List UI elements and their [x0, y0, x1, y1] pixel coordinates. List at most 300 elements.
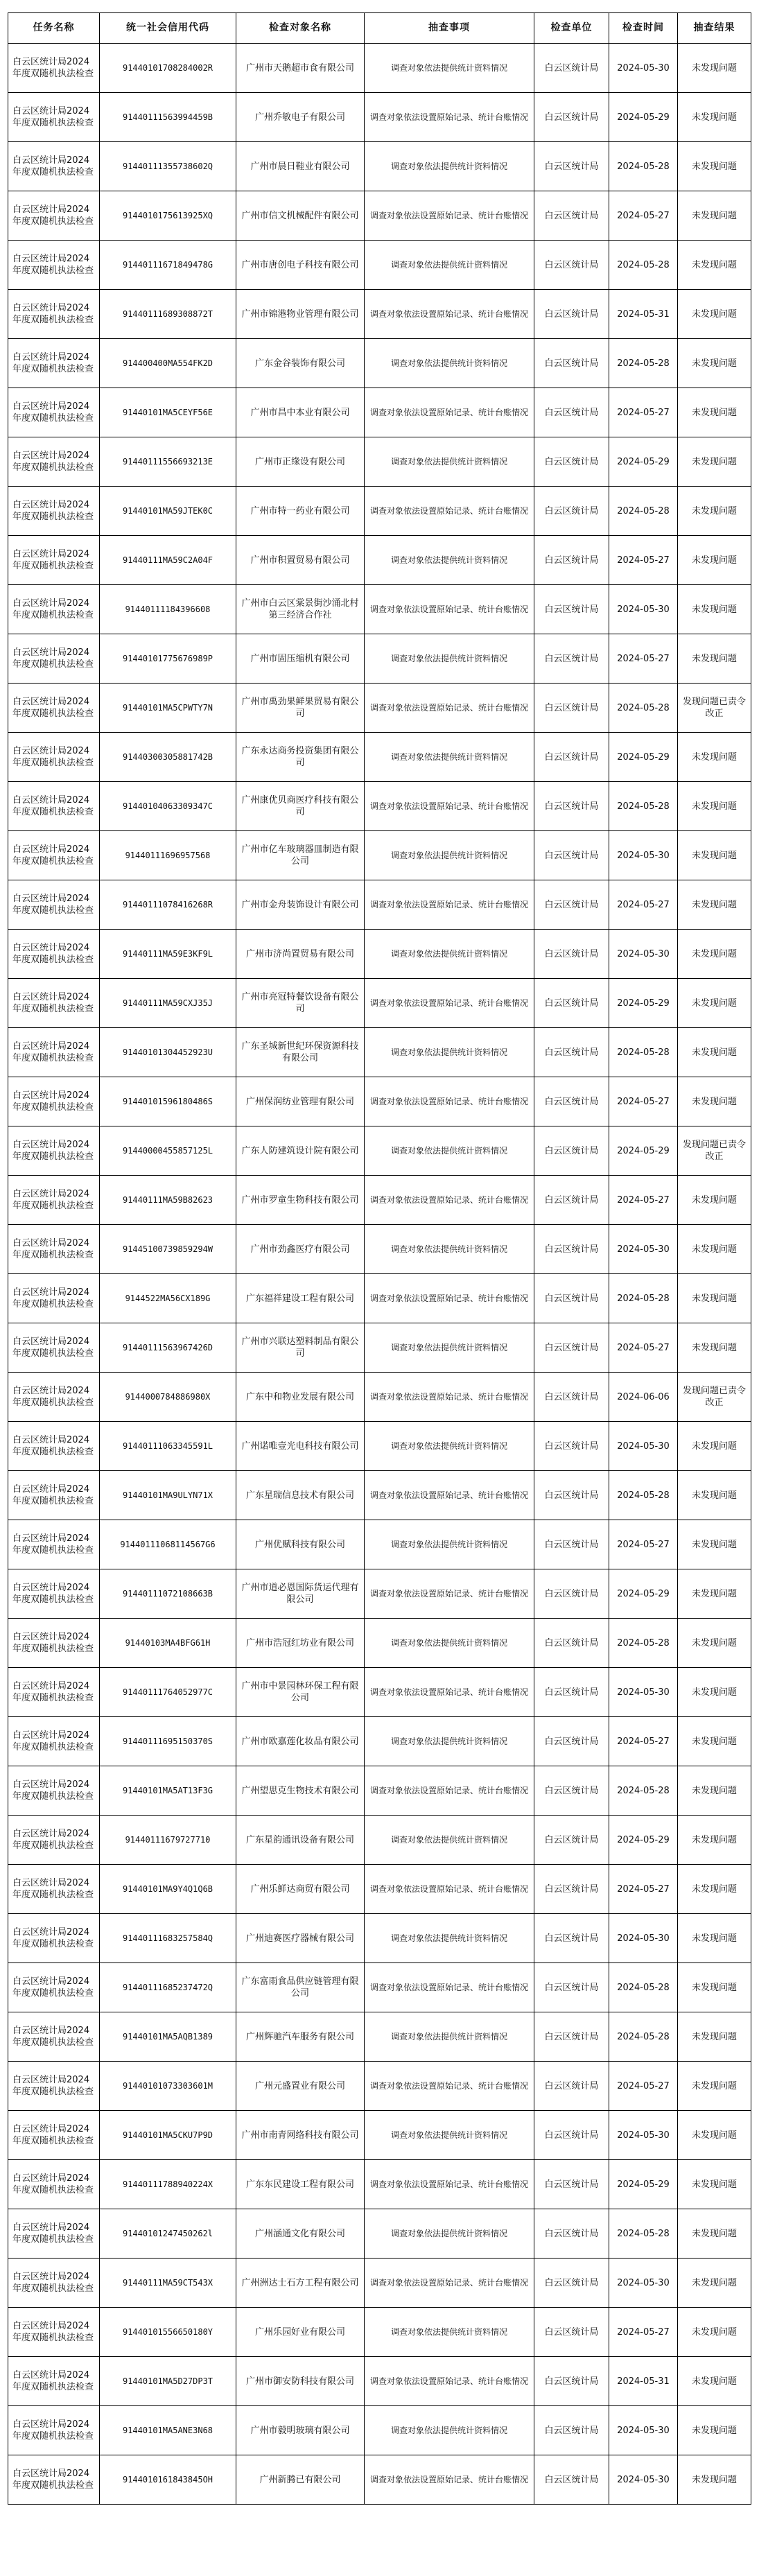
- object-name-cell: 广东金谷装饰有限公司: [236, 339, 365, 388]
- date-cell: 2024-05-27: [609, 2308, 678, 2357]
- date-cell: 2024-05-28: [609, 241, 678, 290]
- result-cell: 发现问题已责令改正: [678, 1126, 751, 1176]
- date-cell: 2024-05-27: [609, 388, 678, 437]
- table-row: [8, 1422, 751, 1471]
- table-row: [8, 782, 751, 831]
- result-cell: 未发现问题: [678, 585, 751, 634]
- result-cell: 未发现问题: [678, 241, 751, 290]
- date-cell: 2024-05-27: [609, 1520, 678, 1569]
- object-name-cell: 广州市金舟装饰设计有限公司: [236, 880, 365, 930]
- table-row: [8, 2406, 751, 2455]
- object-name-cell: 广州市欧嘉莲化妆品有限公司: [236, 1717, 365, 1766]
- matter-cell: 调查对象依法提供统计资料情况: [365, 44, 534, 93]
- object-name-cell: 广东永达商务投资集团有限公司: [236, 733, 365, 782]
- matter-cell: 调查对象依法提供统计资料情况: [365, 1520, 534, 1569]
- unit-cell: 白云区统计局: [534, 536, 609, 585]
- table-row: [8, 1126, 751, 1176]
- credit-code-cell: 91440101MA5D27DP3T: [100, 2357, 236, 2406]
- table-row: [8, 1471, 751, 1520]
- result-cell: 未发现问题: [678, 1717, 751, 1766]
- object-name-cell: 广东中和物业发展有限公司: [236, 1373, 365, 1422]
- date-cell: 2024-05-30: [609, 2259, 678, 2308]
- table-row: [8, 388, 751, 437]
- table-row: [8, 44, 751, 93]
- date-cell: 2024-05-30: [609, 1668, 678, 1717]
- date-cell: 2024-05-27: [609, 536, 678, 585]
- table-row: [8, 1323, 751, 1373]
- date-cell: 2024-05-30: [609, 1225, 678, 1274]
- object-name-cell: 广州市毅明玻璃有限公司: [236, 2406, 365, 2455]
- matter-cell: 调查对象依法设置原始记录、统计台账情况: [365, 1471, 534, 1520]
- unit-cell: 白云区统计局: [534, 1963, 609, 2012]
- object-name-cell: 广州市禹劲果鲜果贸易有限公司: [236, 684, 365, 733]
- matter-cell: 调查对象依法设置原始记录、统计台账情况: [365, 1766, 534, 1816]
- result-cell: 发现问题已责令改正: [678, 1373, 751, 1422]
- unit-cell: 白云区统计局: [534, 2455, 609, 2505]
- task-name-cell: 白云区统计局2024年度双随机执法检查: [8, 1028, 100, 1077]
- table-row: [8, 2308, 751, 2357]
- unit-cell: 白云区统计局: [534, 2160, 609, 2209]
- matter-cell: 调查对象依法提供统计资料情况: [365, 1717, 534, 1766]
- credit-code-cell: 91440111563994459B: [100, 93, 236, 142]
- table-row: [8, 2111, 751, 2160]
- task-name-cell: 白云区统计局2024年度双随机执法检查: [8, 1865, 100, 1914]
- unit-cell: 白云区统计局: [534, 2406, 609, 2455]
- object-name-cell: 广东人防建筑设计院有限公司: [236, 1126, 365, 1176]
- matter-cell: 调查对象依法提供统计资料情况: [365, 1816, 534, 1865]
- unit-cell: 白云区统计局: [534, 684, 609, 733]
- matter-cell: 调查对象依法提供统计资料情况: [365, 437, 534, 487]
- credit-code-cell: 91440000455857125L: [100, 1126, 236, 1176]
- object-name-cell: 广州元盛置业有限公司: [236, 2062, 365, 2111]
- object-name-cell: 广州涵通文化有限公司: [236, 2209, 365, 2259]
- task-name-cell: 白云区统计局2024年度双随机执法检查: [8, 930, 100, 979]
- object-name-cell: 广东福祥建设工程有限公司: [236, 1274, 365, 1323]
- credit-code-cell: 91440101596180486S: [100, 1077, 236, 1126]
- header-credit-code: 统一社会信用代码: [100, 13, 236, 44]
- table-row: [8, 1176, 751, 1225]
- task-name-cell: 白云区统计局2024年度双随机执法检查: [8, 536, 100, 585]
- credit-code-cell: 91440111556693213E: [100, 437, 236, 487]
- task-name-cell: 白云区统计局2024年度双随机执法检查: [8, 437, 100, 487]
- object-name-cell: 广州市积置贸易有限公司: [236, 536, 365, 585]
- table-row: [8, 290, 751, 339]
- task-name-cell: 白云区统计局2024年度双随机执法检查: [8, 733, 100, 782]
- date-cell: 2024-05-27: [609, 1717, 678, 1766]
- credit-code-cell: 91440101MA9ULYN71X: [100, 1471, 236, 1520]
- credit-code-cell: 91440111MA59E3KF9L: [100, 930, 236, 979]
- object-name-cell: 广东星瑞信息技术有限公司: [236, 1471, 365, 1520]
- header-date: 检查时间: [609, 13, 678, 44]
- matter-cell: 调查对象依法设置原始记录、统计台账情况: [365, 1963, 534, 2012]
- result-cell: 未发现问题: [678, 2259, 751, 2308]
- header-matter: 抽查事项: [365, 13, 534, 44]
- date-cell: 2024-05-28: [609, 339, 678, 388]
- credit-code-cell: 91440111683257584Q: [100, 1914, 236, 1963]
- table-row: [8, 437, 751, 487]
- object-name-cell: 广州市罗童生物科技有限公司: [236, 1176, 365, 1225]
- task-name-cell: 白云区统计局2024年度双随机执法检查: [8, 831, 100, 880]
- unit-cell: 白云区统计局: [534, 1176, 609, 1225]
- task-name-cell: 白云区统计局2024年度双随机执法检查: [8, 2406, 100, 2455]
- table-row: [8, 191, 751, 241]
- date-cell: 2024-06-06: [609, 1373, 678, 1422]
- date-cell: 2024-05-27: [609, 2062, 678, 2111]
- matter-cell: 调查对象依法设置原始记录、统计台账情况: [365, 585, 534, 634]
- date-cell: 2024-05-28: [609, 1619, 678, 1668]
- matter-cell: 调查对象依法设置原始记录、统计台账情况: [365, 93, 534, 142]
- date-cell: 2024-05-29: [609, 733, 678, 782]
- object-name-cell: 广州市晨日鞋业有限公司: [236, 142, 365, 191]
- result-cell: 未发现问题: [678, 1028, 751, 1077]
- date-cell: 2024-05-27: [609, 1077, 678, 1126]
- date-cell: 2024-05-29: [609, 437, 678, 487]
- task-name-cell: 白云区统计局2024年度双随机执法检查: [8, 585, 100, 634]
- credit-code-cell: 91440111764052977C: [100, 1668, 236, 1717]
- task-name-cell: 白云区统计局2024年度双随机执法检查: [8, 2160, 100, 2209]
- date-cell: 2024-05-31: [609, 2357, 678, 2406]
- result-cell: 未发现问题: [678, 2455, 751, 2505]
- table-row: [8, 1373, 751, 1422]
- date-cell: 2024-05-28: [609, 684, 678, 733]
- matter-cell: 调查对象依法提供统计资料情况: [365, 1323, 534, 1373]
- unit-cell: 白云区统计局: [534, 2111, 609, 2160]
- result-cell: 发现问题已责令改正: [678, 684, 751, 733]
- object-name-cell: 广州新腾已有限公司: [236, 2455, 365, 2505]
- result-cell: 未发现问题: [678, 1619, 751, 1668]
- unit-cell: 白云区统计局: [534, 634, 609, 684]
- result-cell: 未发现问题: [678, 831, 751, 880]
- credit-code-cell: 91440101MA5AT13F3G: [100, 1766, 236, 1816]
- object-name-cell: 广州保润纺业管理有限公司: [236, 1077, 365, 1126]
- matter-cell: 调查对象依法提供统计资料情况: [365, 1914, 534, 1963]
- result-cell: 未发现问题: [678, 2111, 751, 2160]
- credit-code-cell: 91440111MA59B82623: [100, 1176, 236, 1225]
- header-task-name: 任务名称: [8, 13, 100, 44]
- task-name-cell: 白云区统计局2024年度双随机执法检查: [8, 388, 100, 437]
- result-cell: 未发现问题: [678, 2160, 751, 2209]
- header-unit: 检查单位: [534, 13, 609, 44]
- credit-code-cell: 91440111072108663B: [100, 1569, 236, 1619]
- matter-cell: 调查对象依法设置原始记录、统计台账情况: [365, 1569, 534, 1619]
- result-cell: 未发现问题: [678, 437, 751, 487]
- credit-code-cell: 91440101MA5AQB1389: [100, 2012, 236, 2062]
- date-cell: 2024-05-28: [609, 1766, 678, 1816]
- credit-code-cell: 91440101MA5ANE3N68: [100, 2406, 236, 2455]
- unit-cell: 白云区统计局: [534, 2308, 609, 2357]
- unit-cell: 白云区统计局: [534, 1816, 609, 1865]
- credit-code-cell: 91440111MA59C2A04F: [100, 536, 236, 585]
- object-name-cell: 广东东民建设工程有限公司: [236, 2160, 365, 2209]
- table-row: [8, 1028, 751, 1077]
- unit-cell: 白云区统计局: [534, 733, 609, 782]
- credit-code-cell: 91440103MA4BFG61H: [100, 1619, 236, 1668]
- task-name-cell: 白云区统计局2024年度双随机执法检查: [8, 339, 100, 388]
- matter-cell: 调查对象依法提供统计资料情况: [365, 241, 534, 290]
- unit-cell: 白云区统计局: [534, 831, 609, 880]
- task-name-cell: 白云区统计局2024年度双随机执法检查: [8, 290, 100, 339]
- unit-cell: 白云区统计局: [534, 2259, 609, 2308]
- object-name-cell: 广州市锦港物业管理有限公司: [236, 290, 365, 339]
- object-name-cell: 广东星韵通讯设备有限公司: [236, 1816, 365, 1865]
- task-name-cell: 白云区统计局2024年度双随机执法检查: [8, 1323, 100, 1373]
- unit-cell: 白云区统计局: [534, 1274, 609, 1323]
- credit-code-cell: 91440101304452923U: [100, 1028, 236, 1077]
- matter-cell: 调查对象依法提供统计资料情况: [365, 142, 534, 191]
- table-row: [8, 487, 751, 536]
- matter-cell: 调查对象依法设置原始记录、统计台账情况: [365, 1077, 534, 1126]
- unit-cell: 白云区统计局: [534, 44, 609, 93]
- object-name-cell: 广州市白云区棠景街沙涌北村第三经济合作社: [236, 585, 365, 634]
- result-cell: 未发现问题: [678, 1816, 751, 1865]
- unit-cell: 白云区统计局: [534, 1126, 609, 1176]
- credit-code-cell: 91440101MA5CEYF56E: [100, 388, 236, 437]
- task-name-cell: 白云区统计局2024年度双随机执法检查: [8, 1471, 100, 1520]
- unit-cell: 白云区统计局: [534, 2209, 609, 2259]
- task-name-cell: 白云区统计局2024年度双随机执法检查: [8, 142, 100, 191]
- task-name-cell: 白云区统计局2024年度双随机执法检查: [8, 44, 100, 93]
- unit-cell: 白云区统计局: [534, 1717, 609, 1766]
- task-name-cell: 白云区统计局2024年度双随机执法检查: [8, 1619, 100, 1668]
- result-cell: 未发现问题: [678, 536, 751, 585]
- task-name-cell: 白云区统计局2024年度双随机执法检查: [8, 684, 100, 733]
- credit-code-cell: 91440111063345591L: [100, 1422, 236, 1471]
- credit-code-cell: 91440111MA59CT543X: [100, 2259, 236, 2308]
- unit-cell: 白云区统计局: [534, 1028, 609, 1077]
- task-name-cell: 白云区统计局2024年度双随机执法检查: [8, 1422, 100, 1471]
- object-name-cell: 广州市亿车玻璃器皿制造有限公司: [236, 831, 365, 880]
- matter-cell: 调查对象依法设置原始记录、统计台账情况: [365, 487, 534, 536]
- task-name-cell: 白云区统计局2024年度双随机执法检查: [8, 2357, 100, 2406]
- credit-code-cell: 91440101MA5CKU7P9D: [100, 2111, 236, 2160]
- unit-cell: 白云区统计局: [534, 1619, 609, 1668]
- credit-code-cell: 91440101MA5CPWTY7N: [100, 684, 236, 733]
- table-row: [8, 733, 751, 782]
- table-row: [8, 1963, 751, 2012]
- object-name-cell: 广州市亮冠特餐饮设备有限公司: [236, 979, 365, 1028]
- matter-cell: 调查对象依法提供统计资料情况: [365, 1126, 534, 1176]
- table-row: [8, 1865, 751, 1914]
- task-name-cell: 白云区统计局2024年度双随机执法检查: [8, 1274, 100, 1323]
- matter-cell: 调查对象依法设置原始记录、统计台账情况: [365, 2062, 534, 2111]
- credit-code-cell: 91440111679727710: [100, 1816, 236, 1865]
- date-cell: 2024-05-28: [609, 1274, 678, 1323]
- credit-code-cell: 91440101708284002R: [100, 44, 236, 93]
- date-cell: 2024-05-29: [609, 1126, 678, 1176]
- unit-cell: 白云区统计局: [534, 339, 609, 388]
- result-cell: 未发现问题: [678, 1471, 751, 1520]
- matter-cell: 调查对象依法提供统计资料情况: [365, 2111, 534, 2160]
- unit-cell: 白云区统计局: [534, 487, 609, 536]
- task-name-cell: 白云区统计局2024年度双随机执法检查: [8, 1176, 100, 1225]
- credit-code-cell: 91440111078416268R: [100, 880, 236, 930]
- result-cell: 未发现问题: [678, 1914, 751, 1963]
- unit-cell: 白云区统计局: [534, 1422, 609, 1471]
- object-name-cell: 广州市济尚置贸易有限公司: [236, 930, 365, 979]
- matter-cell: 调查对象依法设置原始记录、统计台账情况: [365, 1373, 534, 1422]
- object-name-cell: 广东富雨食品供应链管理有限公司: [236, 1963, 365, 2012]
- credit-code-cell: 91440101247450262l: [100, 2209, 236, 2259]
- credit-code-cell: 91440101775676989P: [100, 634, 236, 684]
- task-name-cell: 白云区统计局2024年度双随机执法检查: [8, 191, 100, 241]
- matter-cell: 调查对象依法设置原始记录、统计台账情况: [365, 2357, 534, 2406]
- task-name-cell: 白云区统计局2024年度双随机执法检查: [8, 487, 100, 536]
- result-cell: 未发现问题: [678, 782, 751, 831]
- unit-cell: 白云区统计局: [534, 930, 609, 979]
- task-name-cell: 白云区统计局2024年度双随机执法检查: [8, 979, 100, 1028]
- result-cell: 未发现问题: [678, 1274, 751, 1323]
- date-cell: 2024-05-28: [609, 1471, 678, 1520]
- date-cell: 2024-05-30: [609, 1914, 678, 1963]
- result-cell: 未发现问题: [678, 93, 751, 142]
- date-cell: 2024-05-29: [609, 2160, 678, 2209]
- date-cell: 2024-05-29: [609, 979, 678, 1028]
- table-row: [8, 1816, 751, 1865]
- credit-code-cell: 91440101MA59JTEK0C: [100, 487, 236, 536]
- matter-cell: 调查对象依法设置原始记录、统计台账情况: [365, 1176, 534, 1225]
- result-cell: 未发现问题: [678, 2209, 751, 2259]
- date-cell: 2024-05-30: [609, 930, 678, 979]
- date-cell: 2024-05-27: [609, 880, 678, 930]
- credit-code-cell: 91440300305881742B: [100, 733, 236, 782]
- table-row: [8, 880, 751, 930]
- object-name-cell: 广州望思克生物技术有限公司: [236, 1766, 365, 1816]
- table-row: [8, 1668, 751, 1717]
- result-cell: 未发现问题: [678, 1865, 751, 1914]
- result-cell: 未发现问题: [678, 1176, 751, 1225]
- credit-code-cell: 9144010175613925XQ: [100, 191, 236, 241]
- result-cell: 未发现问题: [678, 930, 751, 979]
- object-name-cell: 广州市昌中本业有限公司: [236, 388, 365, 437]
- date-cell: 2024-05-27: [609, 634, 678, 684]
- table-row: [8, 1569, 751, 1619]
- unit-cell: 白云区统计局: [534, 880, 609, 930]
- object-name-cell: 广州辉驰汽车服务有限公司: [236, 2012, 365, 2062]
- object-name-cell: 广州市浩冠红坊业有限公司: [236, 1619, 365, 1668]
- result-cell: 未发现问题: [678, 142, 751, 191]
- task-name-cell: 白云区统计局2024年度双随机执法检查: [8, 1077, 100, 1126]
- result-cell: 未发现问题: [678, 1225, 751, 1274]
- matter-cell: 调查对象依法提供统计资料情况: [365, 1028, 534, 1077]
- object-name-cell: 广州市南青网络科技有限公司: [236, 2111, 365, 2160]
- credit-code-cell: 91440111068114567G6: [100, 1520, 236, 1569]
- result-cell: 未发现问题: [678, 487, 751, 536]
- task-name-cell: 白云区统计局2024年度双随机执法检查: [8, 2455, 100, 2505]
- unit-cell: 白云区统计局: [534, 1914, 609, 1963]
- matter-cell: 调查对象依法设置原始记录、统计台账情况: [365, 388, 534, 437]
- table-row: [8, 2455, 751, 2505]
- table-row: [8, 831, 751, 880]
- header-result: 抽查结果: [678, 13, 751, 44]
- matter-cell: 调查对象依法设置原始记录、统计台账情况: [365, 880, 534, 930]
- credit-code-cell: 91440111685237472Q: [100, 1963, 236, 2012]
- task-name-cell: 白云区统计局2024年度双随机执法检查: [8, 1766, 100, 1816]
- unit-cell: 白云区统计局: [534, 290, 609, 339]
- unit-cell: 白云区统计局: [534, 2012, 609, 2062]
- table-row: [8, 1766, 751, 1816]
- result-cell: 未发现问题: [678, 2062, 751, 2111]
- matter-cell: 调查对象依法设置原始记录、统计台账情况: [365, 191, 534, 241]
- unit-cell: 白云区统计局: [534, 1668, 609, 1717]
- table-row: [8, 2357, 751, 2406]
- table-row: [8, 2062, 751, 2111]
- result-cell: 未发现问题: [678, 2012, 751, 2062]
- result-cell: 未发现问题: [678, 191, 751, 241]
- matter-cell: 调查对象依法提供统计资料情况: [365, 2406, 534, 2455]
- task-name-cell: 白云区统计局2024年度双随机执法检查: [8, 2259, 100, 2308]
- table-row: [8, 1274, 751, 1323]
- task-name-cell: 白云区统计局2024年度双随机执法检查: [8, 2308, 100, 2357]
- unit-cell: 白云区统计局: [534, 437, 609, 487]
- date-cell: 2024-05-28: [609, 2209, 678, 2259]
- result-cell: 未发现问题: [678, 290, 751, 339]
- table-row: [8, 1717, 751, 1766]
- task-name-cell: 白云区统计局2024年度双随机执法检查: [8, 1668, 100, 1717]
- task-name-cell: 白云区统计局2024年度双随机执法检查: [8, 2209, 100, 2259]
- object-name-cell: 广州康优贝商医疗科技有限公司: [236, 782, 365, 831]
- unit-cell: 白云区统计局: [534, 1471, 609, 1520]
- result-cell: 未发现问题: [678, 1520, 751, 1569]
- matter-cell: 调查对象依法提供统计资料情况: [365, 536, 534, 585]
- object-name-cell: 广州诺唯壹光电科技有限公司: [236, 1422, 365, 1471]
- date-cell: 2024-05-27: [609, 1176, 678, 1225]
- object-name-cell: 广州市正缘设有限公司: [236, 437, 365, 487]
- task-name-cell: 白云区统计局2024年度双随机执法检查: [8, 1373, 100, 1422]
- object-name-cell: 广州乔敏电子有限公司: [236, 93, 365, 142]
- date-cell: 2024-05-30: [609, 831, 678, 880]
- unit-cell: 白云区统计局: [534, 142, 609, 191]
- matter-cell: 调查对象依法提供统计资料情况: [365, 2012, 534, 2062]
- credit-code-cell: 91440111696957568: [100, 831, 236, 880]
- table-row: [8, 1225, 751, 1274]
- table-row: [8, 1914, 751, 1963]
- credit-code-cell: 9144010161843845OH: [100, 2455, 236, 2505]
- task-name-cell: 白云区统计局2024年度双随机执法检查: [8, 1963, 100, 2012]
- unit-cell: 白云区统计局: [534, 1225, 609, 1274]
- table-row: [8, 2259, 751, 2308]
- object-name-cell: 广州市劲鑫医疗有限公司: [236, 1225, 365, 1274]
- matter-cell: 调查对象依法提供统计资料情况: [365, 1225, 534, 1274]
- table-row: [8, 585, 751, 634]
- object-name-cell: 广州迪赛医疗器械有限公司: [236, 1914, 365, 1963]
- table-row: [8, 536, 751, 585]
- object-name-cell: 广州市信文机械配件有限公司: [236, 191, 365, 241]
- date-cell: 2024-05-28: [609, 142, 678, 191]
- task-name-cell: 白云区统计局2024年度双随机执法检查: [8, 241, 100, 290]
- date-cell: 2024-05-27: [609, 191, 678, 241]
- object-name-cell: 广州乐园好业有限公司: [236, 2308, 365, 2357]
- result-cell: 未发现问题: [678, 1963, 751, 2012]
- matter-cell: 调查对象依法设置原始记录、统计台账情况: [365, 782, 534, 831]
- result-cell: 未发现问题: [678, 2357, 751, 2406]
- unit-cell: 白云区统计局: [534, 1520, 609, 1569]
- unit-cell: 白云区统计局: [534, 1865, 609, 1914]
- date-cell: 2024-05-30: [609, 2455, 678, 2505]
- date-cell: 2024-05-28: [609, 1028, 678, 1077]
- unit-cell: 白云区统计局: [534, 93, 609, 142]
- credit-code-cell: 91440111184396608: [100, 585, 236, 634]
- credit-code-cell: 91440101MA9Y4Q1Q6B: [100, 1865, 236, 1914]
- date-cell: 2024-05-30: [609, 585, 678, 634]
- task-name-cell: 白云区统计局2024年度双随机执法检查: [8, 880, 100, 930]
- object-name-cell: 广州市中景园林环保工程有限公司: [236, 1668, 365, 1717]
- matter-cell: 调查对象依法设置原始记录、统计台账情况: [365, 290, 534, 339]
- table-row: [8, 2160, 751, 2209]
- date-cell: 2024-05-30: [609, 2111, 678, 2160]
- result-cell: 未发现问题: [678, 634, 751, 684]
- matter-cell: 调查对象依法设置原始记录、统计台账情况: [365, 1668, 534, 1717]
- matter-cell: 调查对象依法提供统计资料情况: [365, 930, 534, 979]
